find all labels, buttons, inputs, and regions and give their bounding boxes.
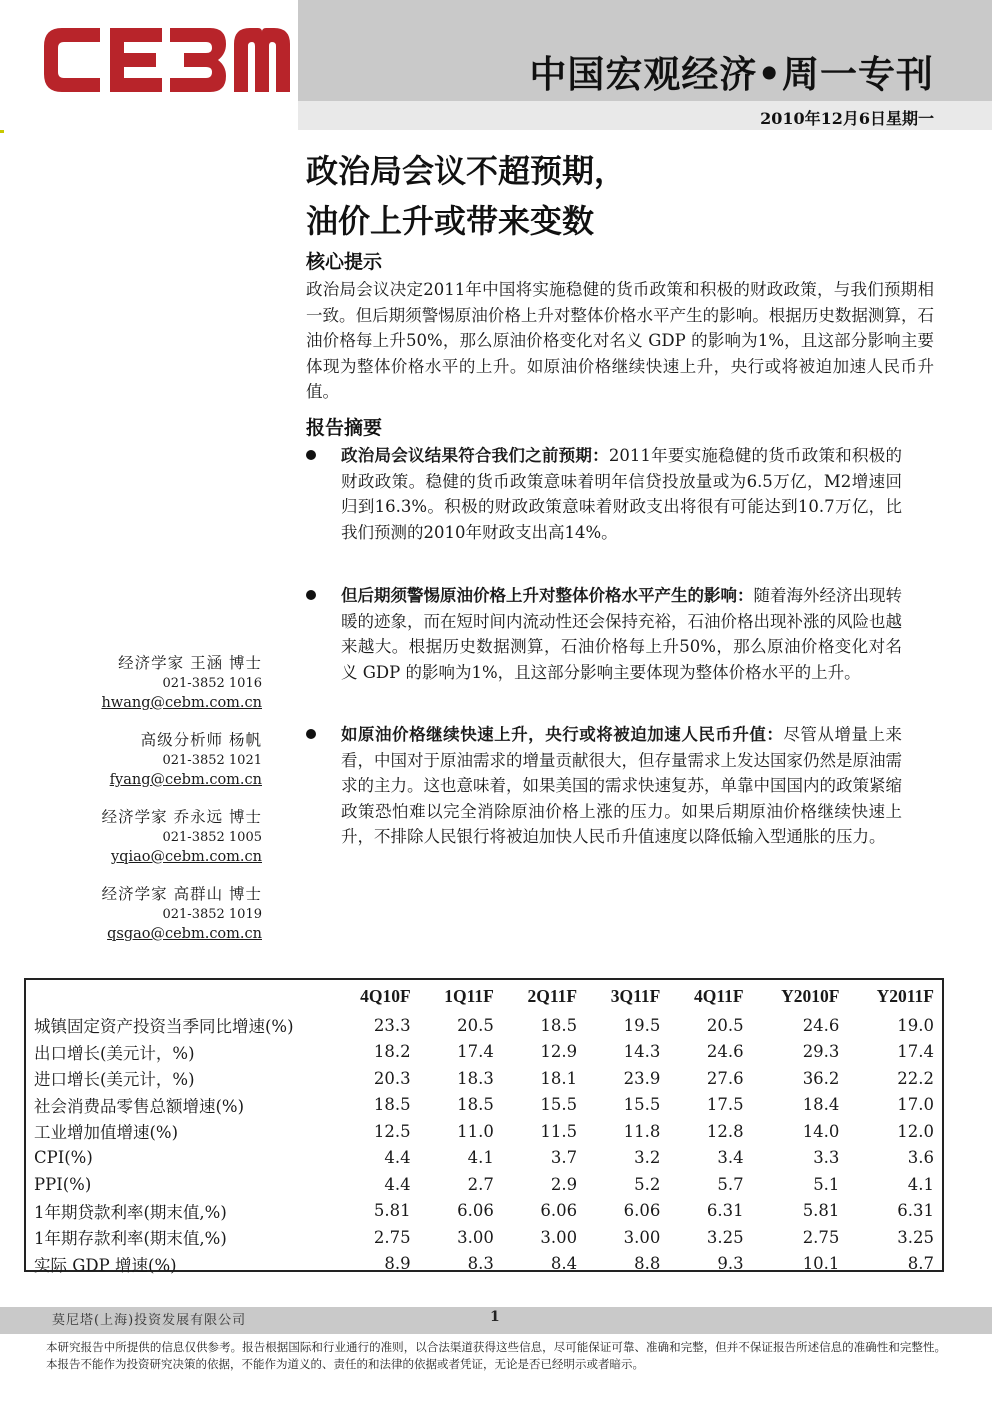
- summary-heading: 报告摘要: [306, 417, 383, 439]
- table-cell: 2.75: [802, 1227, 840, 1247]
- table-cell: 17.5: [706, 1095, 744, 1115]
- bullet-dot-icon: [306, 450, 316, 460]
- table-cell: 27.6: [706, 1068, 744, 1088]
- analyst-email-link[interactable]: yqiao@cebm.com.cn: [111, 849, 262, 865]
- table-cell: 18.1: [540, 1068, 578, 1088]
- analyst-list: [40, 652, 262, 960]
- table-column-header: 4Q10F: [360, 985, 411, 1006]
- table-cell: 10.1: [802, 1254, 840, 1274]
- table-column-header: Y2011F: [876, 985, 934, 1006]
- analyst-card: [40, 883, 262, 944]
- row-label: 进口增长(美元计，%): [34, 1070, 195, 1090]
- table-cell: 18.5: [457, 1095, 494, 1115]
- table-cell: 3.25: [897, 1227, 934, 1247]
- table-cell: 23.9: [623, 1068, 661, 1088]
- table-row: [26, 1012, 942, 1039]
- table-row: [26, 1118, 942, 1145]
- table-column-header: 4Q11F: [693, 985, 744, 1006]
- table-cell: 6.31: [897, 1201, 934, 1221]
- analyst-name: 经济学家 王涵 博士: [118, 654, 262, 672]
- table-cell: 12.5: [373, 1121, 411, 1141]
- bullet-body: 随着海外经济出现转暖的迹象，而在短时间内流动性还会保持充裕，石油价格出现补涨的风险也越来越大。根据历史数据测算，石油价格每上升50%，那么原油价格变化对名义 GDP 的影响为1%，且这部分影响主要体现为整体价格水平的上升。: [341, 586, 902, 682]
- table-cell: 5.7: [717, 1174, 744, 1194]
- table-row: [26, 1065, 942, 1092]
- table-cell: 20.5: [457, 1015, 494, 1035]
- analyst-card: [40, 652, 262, 713]
- table-cell: 3.00: [540, 1227, 578, 1247]
- analyst-email-link[interactable]: hwang@cebm.com.cn: [101, 695, 262, 711]
- bullet-heading: 如原油价格继续快速上升，央行或将被迫加速人民币升值：: [341, 725, 784, 744]
- forecast-grid: [26, 980, 942, 1277]
- table-cell: 2.9: [550, 1174, 578, 1194]
- table-cell: 11.5: [540, 1121, 578, 1141]
- analyst-phone: 021-3852 1005: [162, 830, 262, 845]
- table-row: [26, 1171, 942, 1198]
- bullet-heading: 政治局会议结果符合我们之前预期：: [341, 446, 609, 465]
- table-cell: 18.4: [802, 1095, 840, 1115]
- row-label: 1年期贷款利率(期末值,%): [34, 1202, 227, 1222]
- table-cell: 11.8: [623, 1121, 661, 1141]
- summary-bullet-2: [306, 583, 902, 685]
- table-cell: 5.2: [634, 1174, 661, 1194]
- page-number: 1: [490, 1309, 500, 1325]
- table-cell: 3.25: [706, 1227, 744, 1247]
- table-column-header: 1Q11F: [444, 985, 494, 1006]
- bullet-heading: 但后期须警惕原油价格上升对整体价格水平产生的影响：: [341, 586, 754, 605]
- table-cell: 8.7: [907, 1254, 934, 1274]
- table-cell: 4.4: [384, 1148, 411, 1168]
- table-cell: 3.00: [457, 1227, 494, 1247]
- table-cell: 4.1: [467, 1148, 494, 1168]
- table-cell: 8.3: [467, 1254, 494, 1274]
- table-column-header: Y2010F: [781, 985, 840, 1006]
- analyst-phone: 021-3852 1021: [162, 753, 262, 768]
- publication-title: 中国宏观经济•周一专刊: [529, 53, 934, 96]
- row-label: 城镇固定资产投资当季同比增速(%): [34, 1017, 294, 1037]
- table-row: [26, 1251, 942, 1278]
- table-column-header: 3Q11F: [610, 985, 661, 1006]
- table-cell: 36.2: [802, 1068, 840, 1088]
- table-cell: 3.00: [623, 1227, 661, 1247]
- bullet-dot-icon: [306, 590, 316, 600]
- bullet-text: [341, 583, 902, 685]
- table-cell: 18.2: [373, 1042, 411, 1062]
- table-cell: 18.3: [457, 1068, 494, 1088]
- analyst-card: [40, 806, 262, 867]
- row-label: 1年期存款利率(期末值,%): [34, 1229, 227, 1249]
- analyst-phone: 021-3852 1016: [162, 676, 262, 691]
- table-cell: 4.1: [907, 1174, 934, 1194]
- forecast-table: [24, 978, 944, 1275]
- bullet-body: 尽管从增量上来看，中国对于原油需求的增量贡献很大，但存量需求上发达国家仍然是原油需求的主力。这也意味着，如果美国的需求快速复苏，单靠中国国内的政策紧缩政策恐怕难以完全消除原油价格上涨的压力。如果后期原油价格继续快速上升，不排除人民银行将被迫加快人民币升值速度以降低输入型通胀的压力。: [341, 725, 902, 846]
- row-label: 工业增加值增速(%): [34, 1123, 179, 1143]
- table-cell: 20.5: [706, 1015, 744, 1035]
- analyst-email-link[interactable]: fyang@cebm.com.cn: [109, 772, 262, 788]
- analyst-name: 高级分析师 杨帆: [140, 731, 262, 749]
- table-cell: 17.4: [457, 1042, 494, 1062]
- table-cell: 3.2: [634, 1148, 661, 1168]
- issue-date: 2010年12月6日星期一: [760, 109, 934, 128]
- table-cell: 8.4: [550, 1254, 578, 1274]
- table-column-header: 2Q11F: [527, 985, 578, 1006]
- table-cell: 24.6: [706, 1042, 744, 1062]
- table-cell: 6.06: [457, 1201, 494, 1221]
- report-title-line-2: 油价上升或带来变数: [306, 202, 595, 240]
- table-cell: 9.3: [717, 1254, 744, 1274]
- table-row: [26, 1198, 942, 1225]
- table-cell: 8.8: [634, 1254, 661, 1274]
- table-cell: 6.06: [623, 1201, 661, 1221]
- table-cell: 19.0: [897, 1015, 934, 1035]
- table-cell: 5.1: [813, 1174, 840, 1194]
- bullet-dot-icon: [306, 729, 316, 739]
- table-cell: 6.06: [540, 1201, 578, 1221]
- table-cell: 11.0: [457, 1121, 494, 1141]
- analyst-name: 经济学家 高群山 博士: [101, 885, 262, 903]
- table-cell: 5.81: [802, 1201, 840, 1221]
- analyst-phone: 021-3852 1019: [162, 907, 262, 922]
- table-cell: 5.81: [373, 1201, 411, 1221]
- table-row: [26, 1092, 942, 1119]
- row-label: 实际 GDP 增速(%): [34, 1255, 177, 1275]
- logo-area: [0, 0, 298, 130]
- table-cell: 12.9: [540, 1042, 578, 1062]
- footer-company: 莫尼塔(上海)投资发展有限公司: [52, 1313, 247, 1328]
- report-title: [306, 146, 946, 246]
- table-row: [26, 1145, 942, 1172]
- table-cell: 22.2: [897, 1068, 934, 1088]
- table-cell: 17.0: [897, 1095, 934, 1115]
- analyst-email-link[interactable]: qsgao@cebm.com.cn: [107, 926, 262, 942]
- analyst-name: 经济学家 乔永远 博士: [101, 808, 262, 826]
- margin-mark: [0, 130, 4, 133]
- table-cell: 18.5: [540, 1015, 578, 1035]
- table-cell: 20.3: [373, 1068, 411, 1088]
- bullet-body: 2011年要实施稳健的货币政策和积极的财政政策。稳健的货币政策意味着明年信贷投放量或为6.5万亿，M2增速回归到16.3%。积极的财政政策意味着财政支出将很有可能达到10.7万亿，比我们预测的2010年财政支出高14%。: [341, 446, 902, 542]
- core-paragraph: 政治局会议决定2011年中国将实施稳健的货币政策和积极的财政政策，与我们预期相一致。但后期须警惕原油价格上升对整体价格水平产生的影响。根据历史数据测算，石油价格每上升50%，那么原油价格变化对名义 GDP 的影响为1%，且这部分影响主要体现为整体价格水平的上升。如原油价格继续快速上升，央行或将被迫加速人民币升值。: [306, 280, 934, 401]
- table-cell: 15.5: [540, 1095, 578, 1115]
- date-bar: [298, 101, 992, 130]
- page-header: [0, 0, 992, 130]
- table-header-row: [26, 980, 942, 1012]
- disclaimer: 本研究报告中所提供的信息仅供参考。报告根据国际和行业通行的准则，以合法渠道获得这些信息，尽可能保证可靠、准确和完整，但并不保证报告所述信息的准确性和完整性。本报告不能作为投资研究决策的依据，不能作为道义的、责任的和法律的依据或者凭证，无论是否已经明示或者暗示。: [46, 1340, 946, 1371]
- row-label: 出口增长(美元计，%): [34, 1043, 195, 1063]
- bullet-text: [341, 722, 902, 850]
- table-cell: 12.8: [706, 1121, 744, 1141]
- table-cell: 24.6: [802, 1015, 840, 1035]
- table-cell: 3.7: [550, 1148, 578, 1168]
- cebm-logo: [44, 28, 290, 92]
- analyst-card: [40, 729, 262, 790]
- table-cell: 17.4: [897, 1042, 934, 1062]
- bullet-text: [341, 443, 902, 545]
- summary-bullet-1: [306, 443, 902, 545]
- table-cell: 2.75: [373, 1227, 411, 1247]
- table-cell: 19.5: [623, 1015, 661, 1035]
- table-cell: 18.5: [373, 1095, 411, 1115]
- row-label: PPI(%): [34, 1174, 92, 1194]
- table-cell: 23.3: [373, 1015, 411, 1035]
- table-cell: 4.4: [384, 1174, 411, 1194]
- row-label: 社会消费品零售总额增速(%): [34, 1096, 245, 1116]
- table-cell: 12.0: [897, 1121, 934, 1141]
- table-row: [26, 1224, 942, 1251]
- row-label: CPI(%): [34, 1148, 93, 1168]
- table-cell: 8.9: [384, 1254, 411, 1274]
- report-title-line-1: 政治局会议不超预期，: [306, 152, 627, 190]
- table-cell: 6.31: [706, 1201, 744, 1221]
- summary-bullet-3: [306, 722, 902, 850]
- table-header-blank: [26, 980, 334, 1012]
- table-cell: 2.7: [467, 1174, 494, 1194]
- table-row: [26, 1039, 942, 1066]
- table-cell: 3.3: [813, 1148, 840, 1168]
- table-cell: 3.6: [907, 1148, 934, 1168]
- table-cell: 14.3: [623, 1042, 661, 1062]
- core-heading: 核心提示: [306, 251, 383, 273]
- table-cell: 29.3: [802, 1042, 840, 1062]
- table-cell: 3.4: [717, 1148, 744, 1168]
- table-cell: 15.5: [623, 1095, 661, 1115]
- table-cell: 14.0: [802, 1121, 840, 1141]
